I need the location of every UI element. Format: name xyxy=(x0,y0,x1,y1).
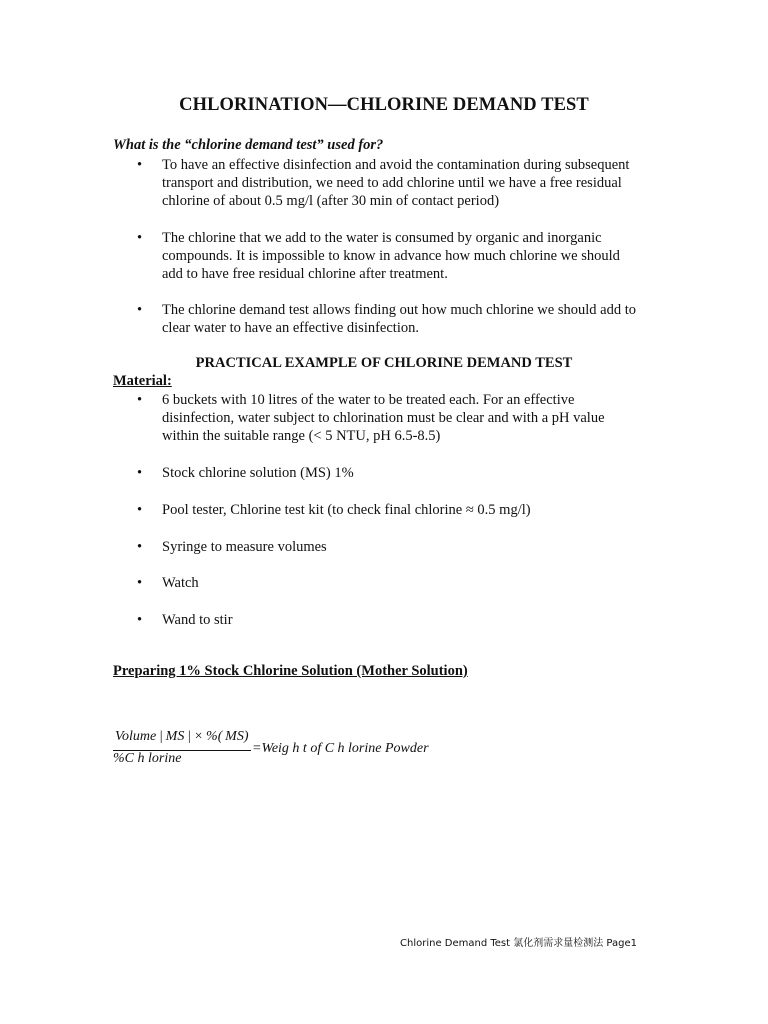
usage-bullet-2 xyxy=(162,229,682,283)
material-bullet-5 xyxy=(162,574,682,592)
text-line: Pool tester, Chlorine test kit (to check final chlorine ≈ 0.5 mg/l) xyxy=(162,502,531,518)
question-heading: What is the “chlorine demand test” used for? xyxy=(113,137,384,153)
material-label: Material: xyxy=(113,373,172,389)
bullet-marker: • xyxy=(137,392,143,408)
text-line: Syringe to measure volumes xyxy=(162,539,327,555)
bullet-marker: • xyxy=(137,539,143,555)
text-line: clear water to have an effective disinfection. xyxy=(162,320,419,336)
text-line: disinfection, water subject to chlorination must be clear and with a pH value xyxy=(162,410,605,426)
text-line: To have an effective disinfection and avoid the contamination during subsequent xyxy=(162,157,630,173)
bullet-marker: • xyxy=(137,612,143,628)
text-line: chlorine of about 0.5 mg/l (after 30 min of contact period) xyxy=(162,193,500,209)
bullet-marker: • xyxy=(137,230,143,246)
material-bullet-2 xyxy=(162,464,682,482)
material-bullet-4 xyxy=(162,538,682,556)
text-line: The chlorine demand test allows finding out how much chlorine we should add to xyxy=(162,302,636,318)
material-bullet-1 xyxy=(162,391,682,445)
formula-denominator: %C h lorine xyxy=(113,751,182,766)
text-line: Watch xyxy=(162,575,199,591)
bullet-marker: • xyxy=(137,465,143,481)
text-line: within the suitable range (< 5 NTU, pH 6.5-8.5) xyxy=(162,428,441,444)
formula-numerator: Volume | MS | × %( MS) xyxy=(115,729,249,744)
text-line: transport and distribution, we need to add chlorine until we have a free residual xyxy=(162,175,622,191)
text-line: The chlorine that we add to the water is consumed by organic and inorganic xyxy=(162,230,602,246)
formula-result: =Weig h t of C h lorine Powder xyxy=(252,741,429,756)
bullet-marker: • xyxy=(137,302,143,318)
text-line: compounds. It is impossible to know in advance how much chlorine we should xyxy=(162,248,620,264)
practical-example-heading: PRACTICAL EXAMPLE OF CHLORINE DEMAND TEST xyxy=(195,355,573,371)
bullet-marker: • xyxy=(137,157,143,173)
text-line: Stock chlorine solution (MS) 1% xyxy=(162,465,354,481)
text-line: add to have free residual chlorine after treatment. xyxy=(162,266,448,282)
page-footer: Chlorine Demand Test 氯化剂需求量检测法 Page1 xyxy=(400,938,637,949)
usage-bullet-1 xyxy=(162,156,682,210)
document-title: CHLORINATION—CHLORINE DEMAND TEST xyxy=(179,95,589,115)
text-line: 6 buckets with 10 litres of the water to be treated each. For an effective xyxy=(162,392,575,408)
material-bullet-6 xyxy=(162,611,682,629)
bullet-marker: • xyxy=(137,575,143,591)
material-bullet-3 xyxy=(162,501,682,519)
stock-solution-heading: Preparing 1% Stock Chlorine Solution (Mother Solution) xyxy=(113,663,468,679)
usage-bullet-3 xyxy=(162,301,682,337)
text-line: Wand to stir xyxy=(162,612,233,628)
bullet-marker: • xyxy=(137,502,143,518)
